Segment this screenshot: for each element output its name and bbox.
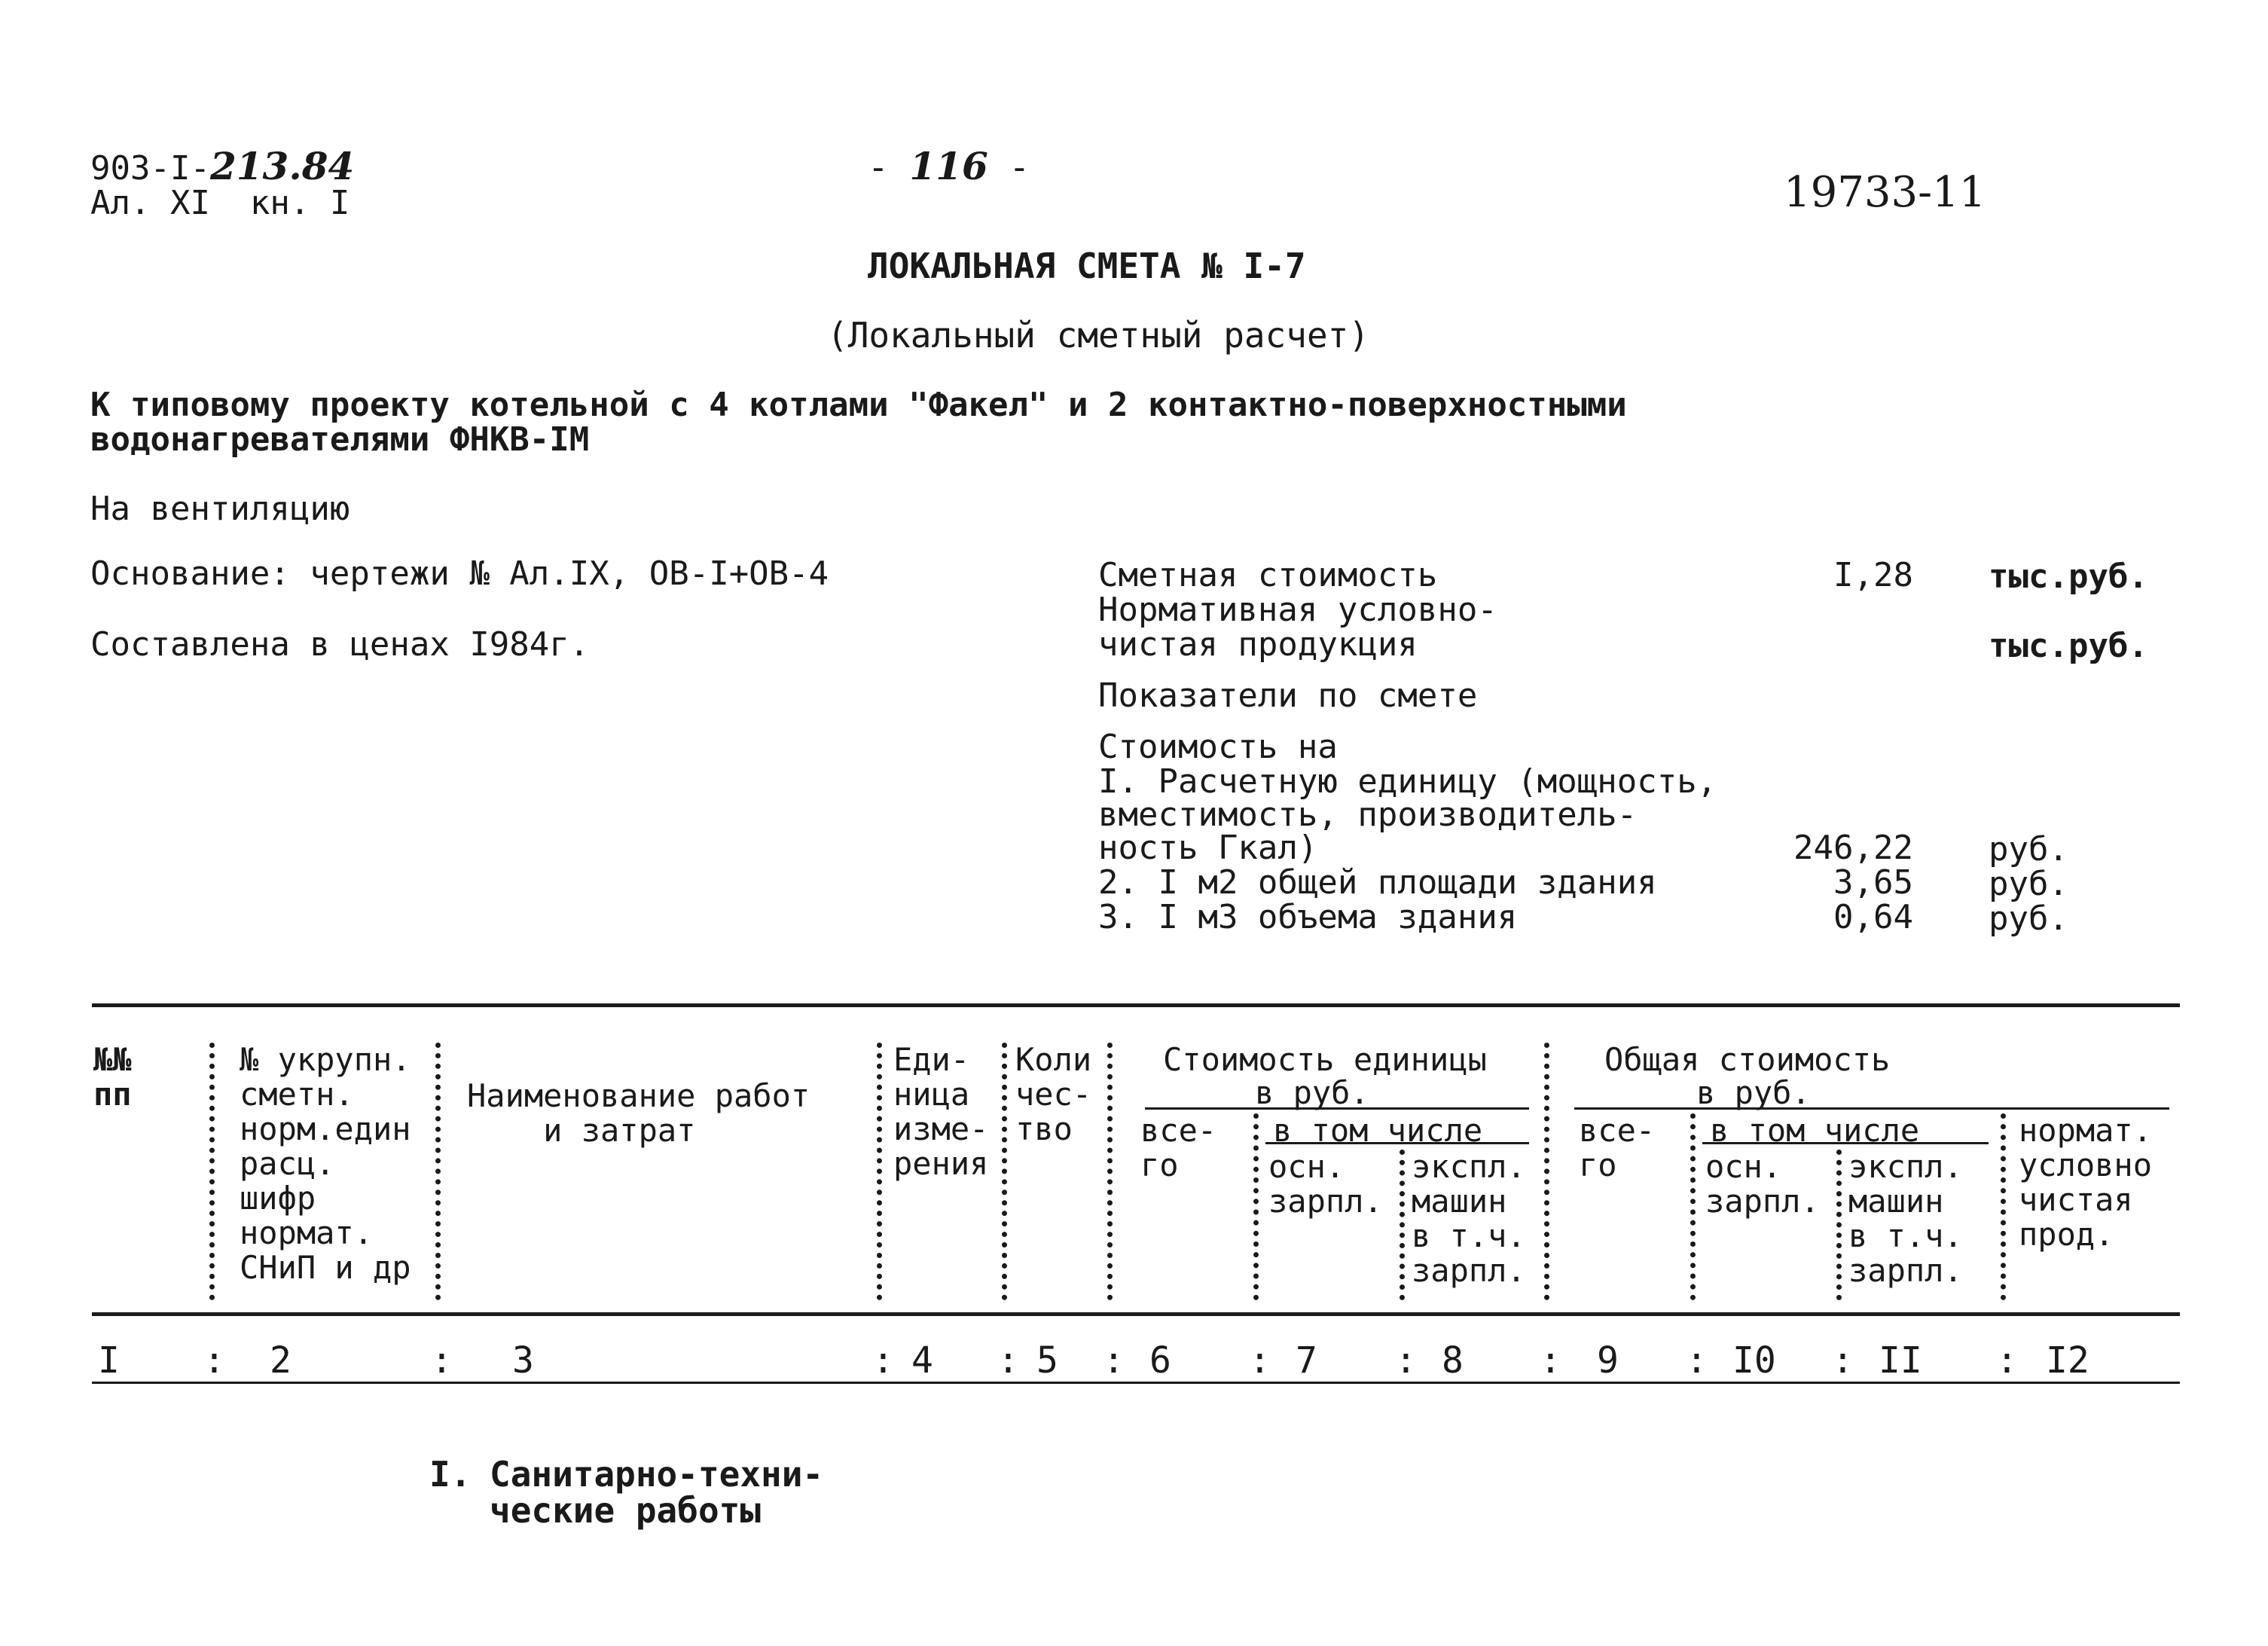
item1-line-3: ность Гкал) bbox=[1098, 829, 1318, 867]
project-line-2: водонагревателями ФНКВ-IМ bbox=[90, 420, 590, 459]
table-numbers-rule bbox=[92, 1382, 2180, 1384]
group-header-total-cost: Общая стоимость bbox=[1604, 1041, 1891, 1078]
col-number-8: 8 bbox=[1442, 1339, 1464, 1382]
estimated-cost-value: I,28 bbox=[1833, 556, 1913, 594]
group-header-unit-cost-sub: в руб. bbox=[1255, 1074, 1369, 1111]
normative-label-2: чистая продукция bbox=[1098, 625, 1418, 664]
item2-unit: руб. bbox=[1989, 865, 2068, 903]
cost-per-label: Стоимость на bbox=[1098, 728, 1338, 766]
section-title-line-1: Санитарно-техни- bbox=[490, 1454, 824, 1495]
page-number: 116 bbox=[909, 144, 988, 188]
col-number-11: II bbox=[1879, 1339, 1922, 1382]
group-header-total-cost-sub: в руб. bbox=[1696, 1074, 1811, 1111]
col-number-4: 4 bbox=[911, 1339, 933, 1382]
code-prefix: 903-I- bbox=[90, 149, 210, 188]
price-basis: Составлена в ценах I984г. bbox=[90, 625, 590, 664]
col-number-12: I2 bbox=[2046, 1339, 2089, 1382]
col-header-unit-including: в том числе bbox=[1273, 1112, 1483, 1149]
page-number-line bbox=[868, 144, 1030, 188]
col-header-total-machines: экспл. машин в т.ч. зарпл. bbox=[1848, 1148, 1963, 1289]
estimated-cost-label: Сметная стоимость bbox=[1098, 556, 1438, 594]
section-title-line-2: ческие работы bbox=[490, 1490, 762, 1531]
col-number-1: I bbox=[98, 1339, 120, 1382]
page-dash-right: - bbox=[1009, 147, 1030, 188]
album-reference: Ал. XI кн. I bbox=[90, 184, 350, 222]
col-header-work-name: Наименование работ и затрат bbox=[467, 1077, 810, 1149]
col-number-3: 3 bbox=[512, 1339, 534, 1382]
col-number-6: 6 bbox=[1149, 1339, 1171, 1382]
col-number-7: 7 bbox=[1296, 1339, 1317, 1382]
col-number-9: 9 bbox=[1597, 1339, 1619, 1382]
group-header-unit-cost: Стоимость единицы bbox=[1163, 1041, 1487, 1078]
col-header-normative: нормат. условно чистая прод. bbox=[2019, 1112, 2153, 1253]
purpose: На вентиляцию bbox=[90, 490, 350, 528]
col-header-unit-machines: экспл. машин в т.ч. зарпл. bbox=[1412, 1148, 1526, 1289]
col-header-unit-wages: осн. зарпл. bbox=[1268, 1148, 1383, 1220]
col-number-5: 5 bbox=[1036, 1339, 1058, 1382]
item1-line-1: I. Расчетную единицу (мощность, bbox=[1098, 762, 1717, 801]
item3-unit: руб. bbox=[1989, 899, 2068, 938]
estimated-cost-unit: тыс.руб. bbox=[1989, 557, 2148, 596]
item3-value: 0,64 bbox=[1833, 898, 1913, 936]
col-header-number: №№ пп bbox=[93, 1041, 132, 1113]
indicators-label: Показатели по смете bbox=[1098, 676, 1478, 715]
item2-label: 2. I м2 общей площади здания bbox=[1098, 863, 1657, 902]
page-dash-left: - bbox=[868, 147, 889, 188]
table-header-bottom-rule bbox=[92, 1312, 2180, 1316]
basis: Основание: чертежи № Ал.IX, ОВ-I+ОВ-4 bbox=[90, 554, 829, 593]
item2-value: 3,65 bbox=[1833, 863, 1913, 902]
project-line-1: К типовому проекту котельной с 4 котлами "Факел" и 2 контактно-поверхностными bbox=[90, 386, 1627, 424]
table-top-rule bbox=[92, 1003, 2180, 1007]
document-title: ЛОКАЛЬНАЯ СМЕТА № I-7 bbox=[868, 246, 1306, 286]
col-number-10: I0 bbox=[1732, 1339, 1776, 1382]
col-header-total-including: в том числе bbox=[1710, 1112, 1920, 1149]
item1-value: 246,22 bbox=[1793, 829, 1913, 867]
code-handwritten: 213.84 bbox=[209, 144, 355, 188]
col-header-unit: Еди- ница изме- рения bbox=[893, 1041, 989, 1182]
document-subtitle: (Локальный сметный расчет) bbox=[827, 315, 1370, 356]
normative-unit: тыс.руб. bbox=[1989, 627, 2148, 665]
code-line bbox=[90, 144, 355, 188]
section-number: I. bbox=[429, 1454, 472, 1495]
col-header-unit-total: все- го bbox=[1140, 1112, 1217, 1183]
item1-unit: руб. bbox=[1989, 830, 2068, 869]
col-header-norm-code: № укрупн. сметн. норм.един расц. шифр нормат. СНиП и др bbox=[240, 1041, 411, 1286]
col-header-quantity: Коли чес- тво bbox=[1015, 1041, 1092, 1147]
document-number: 19733-11 bbox=[1784, 168, 1986, 217]
normative-label-1: Нормативная условно- bbox=[1098, 591, 1497, 629]
total-cost-group-rule bbox=[1574, 1107, 2169, 1110]
col-number-2: 2 bbox=[270, 1339, 292, 1382]
col-header-total: все- го bbox=[1579, 1112, 1656, 1183]
item1-line-2: вместимость, производитель- bbox=[1098, 796, 1638, 834]
col-header-total-wages: осн. зарпл. bbox=[1705, 1148, 1820, 1220]
item3-label: 3. I м3 объема здания bbox=[1098, 898, 1518, 936]
